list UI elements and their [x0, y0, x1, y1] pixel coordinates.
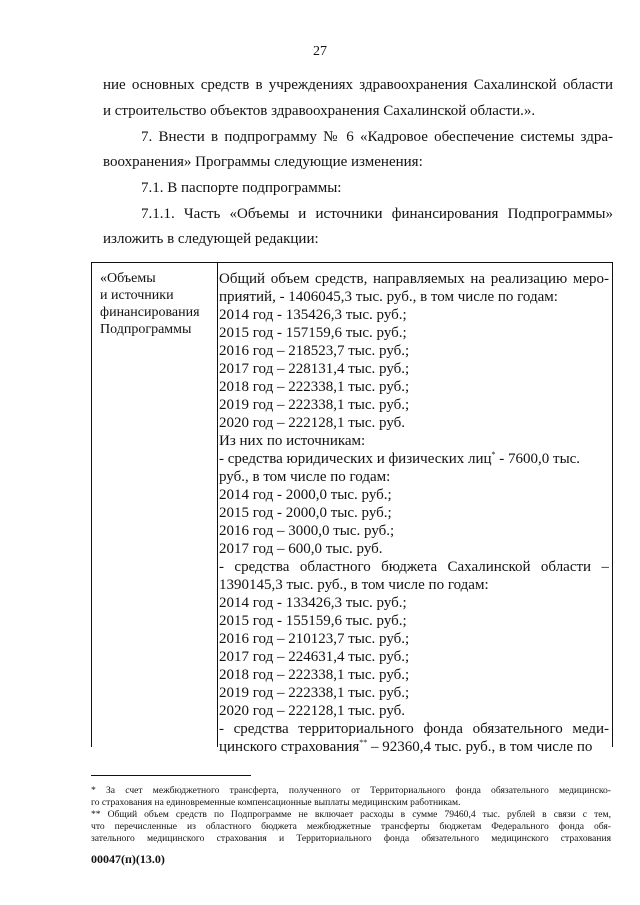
footnote-line: го страхования на единовременные компенсационные выплаты медицинским работникам.	[91, 797, 461, 808]
right-cell-line: 2014 год - 2000,0 тыс. руб.;	[219, 487, 392, 503]
table-right-cell	[219, 270, 609, 756]
right-cell-line: 2020 год – 222128,1 тыс. руб.	[219, 415, 406, 431]
right-cell-line: 2016 год – 210123,7 тыс. руб.;	[219, 631, 410, 647]
body-text-line: изложить в следующей редакции:	[103, 231, 319, 247]
right-cell-line: 2019 год – 222338,1 тыс. руб.;	[219, 397, 410, 413]
right-cell-line: 2018 год – 222338,1 тыс. руб.;	[219, 667, 410, 683]
right-cell-line: 2015 год - 157159,6 тыс. руб.;	[219, 325, 407, 341]
right-cell-line: 2016 год – 3000,0 тыс. руб.;	[219, 523, 395, 539]
right-cell-line: - средства территориального фонда обязательного меди-	[219, 721, 609, 737]
left-cell-line: и источники	[100, 288, 174, 303]
right-cell-line: - средства областного бюджета Сахалинской области –	[219, 559, 609, 575]
body-text-line: 7.1.1. Часть «Объемы и источники финансирования Подпрограммы»	[141, 206, 613, 222]
left-cell-line: «Объемы	[100, 271, 156, 286]
left-cell-line: Подпрограммы	[100, 322, 192, 337]
left-cell-line: финансирования	[100, 305, 200, 320]
footnote-line: * За счет межбюджетного трансферта, полученного от Территориального фонда обязательного медицинско-	[91, 785, 611, 796]
right-cell-line: 2020 год – 222128,1 тыс. руб.	[219, 703, 406, 719]
footnote-separator	[91, 775, 251, 776]
right-cell-line: 2015 год - 2000,0 тыс. руб.;	[219, 505, 392, 521]
right-cell-line: 2014 год - 135426,3 тыс. руб.;	[219, 307, 407, 323]
right-cell-line	[219, 450, 609, 468]
right-cell-line: Общий объем средств, направляемых на реализацию меро-	[219, 271, 609, 287]
table-left-cell	[100, 270, 220, 338]
right-cell-line: 2014 год - 133426,3 тыс. руб.;	[219, 595, 407, 611]
right-cell-line: Из них по источникам:	[219, 433, 366, 449]
footnote-mark: **	[359, 738, 368, 747]
body-text-line: ние основных средств в учреждениях здравоохранения Сахалинской области	[103, 77, 613, 93]
right-cell-text: – 92360,4 тыс. руб., в том числе по	[367, 739, 593, 755]
body-text-line: 7.1. В паспорте подпрограммы:	[141, 180, 342, 196]
right-cell-line: приятий, - 1406045,3 тыс. руб., в том числе по годам:	[219, 289, 558, 305]
right-cell-line: 2016 год – 218523,7 тыс. руб.;	[219, 343, 410, 359]
footnotes	[91, 785, 611, 845]
right-cell-line: 2015 год - 155159,6 тыс. руб.;	[219, 613, 407, 629]
footnote-line: зательного медицинского страхования и Территориального фонда обязательного медицинского страхования	[91, 833, 611, 844]
right-cell-text: - 7600,0 тыс.	[495, 451, 581, 467]
right-cell-line: 2018 год – 222338,1 тыс. руб.;	[219, 379, 410, 395]
right-cell-line: руб., в том числе по годам:	[219, 469, 391, 485]
right-cell-line	[219, 738, 609, 756]
body-text-line: и строительство объектов здравоохранения Сахалинской области.».	[103, 103, 536, 119]
right-cell-text: - средства юридических и физических лиц	[219, 451, 492, 467]
body-text-line: 7. Внести в подпрограмму № 6 «Кадровое обеспечение системы здра-	[141, 129, 613, 145]
right-cell-line: 2019 год – 222338,1 тыс. руб.;	[219, 685, 410, 701]
footnote-line: что перечисленные из областного бюджета межбюджетные трансферты бюджетам Федерального фонда обя-	[91, 821, 611, 832]
body-text-line: воохранения» Программы следующие изменения:	[103, 154, 423, 170]
footnote-mark: *	[491, 450, 496, 459]
right-cell-line: 1390145,3 тыс. руб., в том числе по годам:	[219, 577, 489, 593]
page-number: 27	[313, 44, 327, 59]
right-cell-line: 2017 год – 224631,4 тыс. руб.;	[219, 649, 410, 665]
footnote-line: ** Общий объем средств по Подпрограмме не включает расходы в сумме 79460,4 тыс. рублей в связи с тем,	[91, 809, 611, 820]
right-cell-line: 2017 год – 228131,4 тыс. руб.;	[219, 361, 410, 377]
right-cell-line: 2017 год – 600,0 тыс. руб.	[219, 541, 383, 557]
document-code: 00047(п)(13.0)	[91, 852, 165, 866]
right-cell-text: цинского страхования	[219, 739, 360, 755]
